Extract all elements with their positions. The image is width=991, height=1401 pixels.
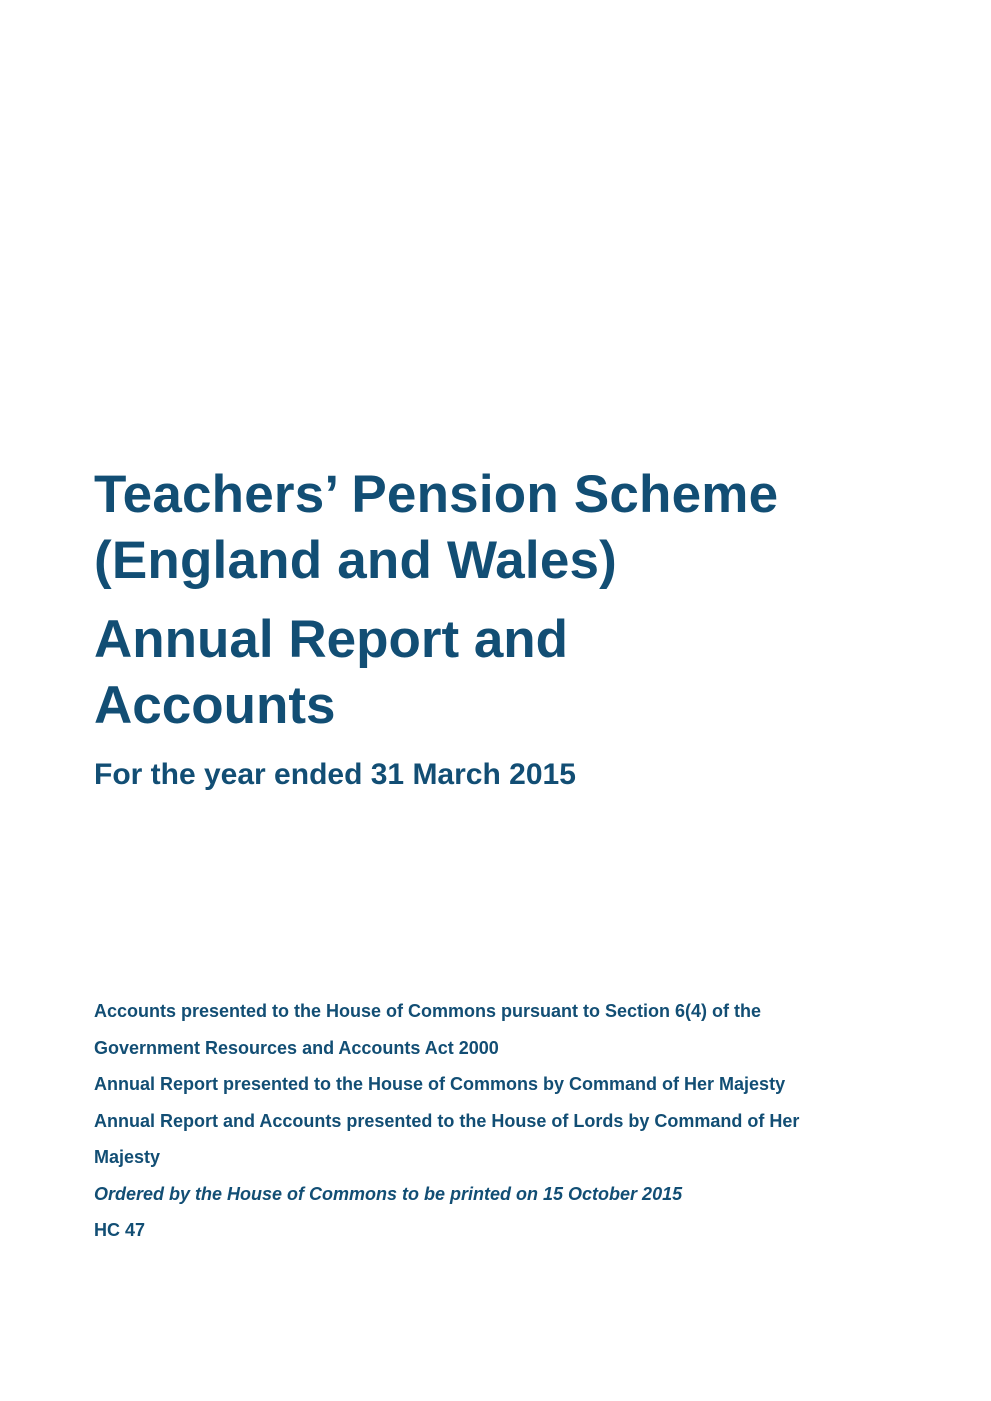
reporting-period: For the year ended 31 March 2015 [94, 758, 576, 791]
presentation-line: Accounts presented to the House of Commons pursuant to Section 6(4) of the [94, 1001, 762, 1021]
report-title-line-1: Annual Report and [94, 610, 569, 669]
report-title [94, 607, 568, 739]
presentation-line: Annual Report presented to the House of Commons by Command of Her Majesty [94, 1074, 786, 1094]
presentation-line: Government Resources and Accounts Act 2000 [94, 1037, 499, 1058]
presentation-line: Majesty [94, 1147, 161, 1167]
title-line-scheme: Teachers’ Pension Scheme [94, 465, 779, 524]
report-title-line-2: Accounts [94, 676, 336, 735]
print-order-statement: Ordered by the House of Commons to be printed on 15 October 2015 [94, 1183, 683, 1204]
presentation-line: Annual Report and Accounts presented to the House of Lords by Command of Her [94, 1110, 800, 1131]
presentation-statement [94, 993, 954, 1249]
title-line-region: (England and Wales) [94, 531, 618, 590]
scheme-title [94, 462, 954, 594]
paper-number: HC 47 [94, 1220, 146, 1240]
